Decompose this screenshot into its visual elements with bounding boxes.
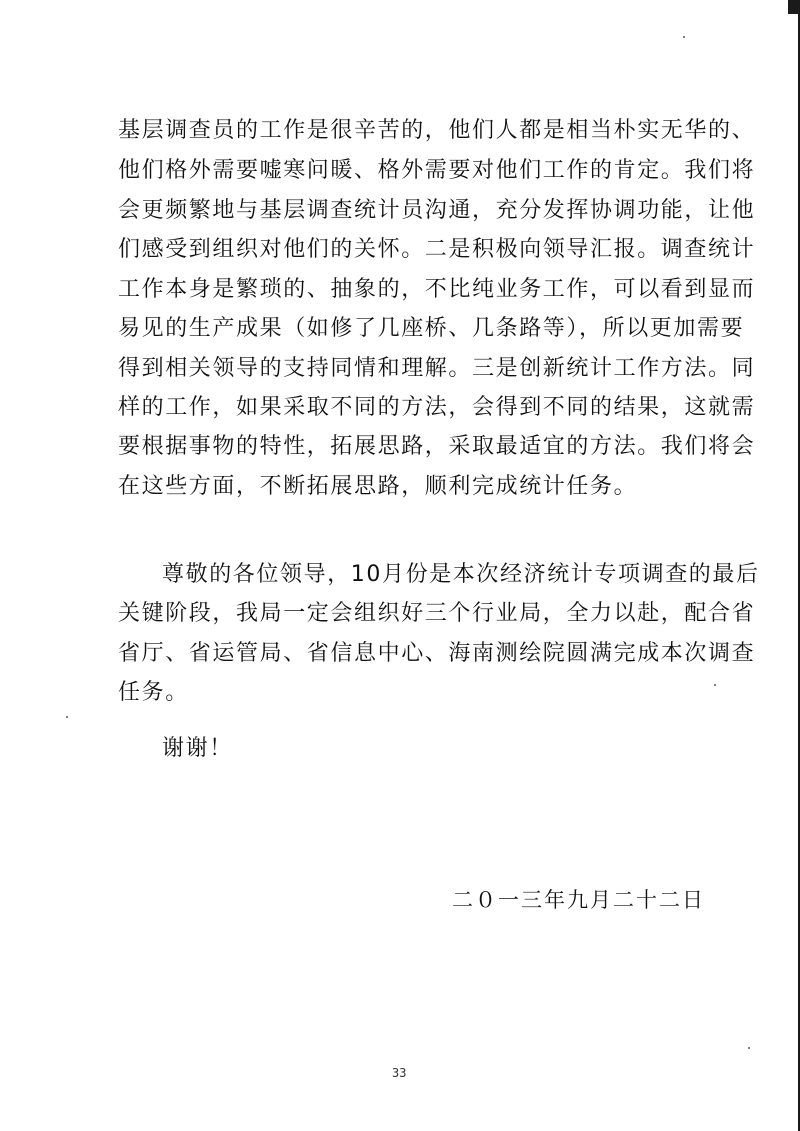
- paragraph-1-line: 样的工作，如果采取不同的方法，会得到不同的结果，这就需: [118, 395, 756, 420]
- paragraph-2-line: 关键阶段，我局一定会组织好三个行业局，全力以赴，配合省: [118, 601, 756, 626]
- paragraph-1-line: 工作本身是繁琐的、抽象的，不比纯业务工作，可以看到显而: [118, 277, 756, 302]
- signature-date: 二０一三年九月二十二日: [452, 888, 705, 912]
- paragraph-1-line: 在这些方面，不断拓展思路，顺利完成统计任务。: [118, 474, 638, 499]
- paragraph-2-line: 省厅、省运管局、省信息中心、海南测绘院圆满完成本次调查: [118, 641, 756, 666]
- paragraph-2-line: 尊敬的各位领导，10月份是本次经济统计专项调查的最后: [162, 562, 760, 587]
- scan-speck: [714, 684, 716, 686]
- paragraph-1-line: 要根据事物的特性，拓展思路，采取最适宜的方法。我们将会: [118, 434, 756, 459]
- scan-speck: [683, 36, 685, 38]
- paragraph-1-line: 基层调查员的工作是很辛苦的，他们人都是相当朴实无华的、: [118, 118, 756, 143]
- paragraph-1-line: 们感受到组织对他们的关怀。二是积极向领导汇报。调查统计: [118, 237, 756, 262]
- paragraph-1-line: 易见的生产成果（如修了几座桥、几条路等），所以更加需要: [118, 316, 745, 341]
- page-number: 33: [392, 1066, 407, 1080]
- closing-text: 谢谢！: [162, 736, 233, 761]
- paragraph-2-line: 任务。: [118, 680, 189, 705]
- paragraph-1-line: 会更频繁地与基层调查统计员沟通，充分发挥协调功能，让他: [118, 198, 756, 223]
- paragraph-1-line: 得到相关领导的支持同情和理解。三是创新统计工作方法。同: [118, 356, 756, 381]
- scan-corner-mark: [788, 0, 800, 14]
- scan-speck: [748, 1047, 750, 1049]
- scan-speck: [66, 716, 68, 718]
- paragraph-1-line: 他们格外需要嘘寒问暖、格外需要对他们工作的肯定。我们将: [118, 158, 756, 183]
